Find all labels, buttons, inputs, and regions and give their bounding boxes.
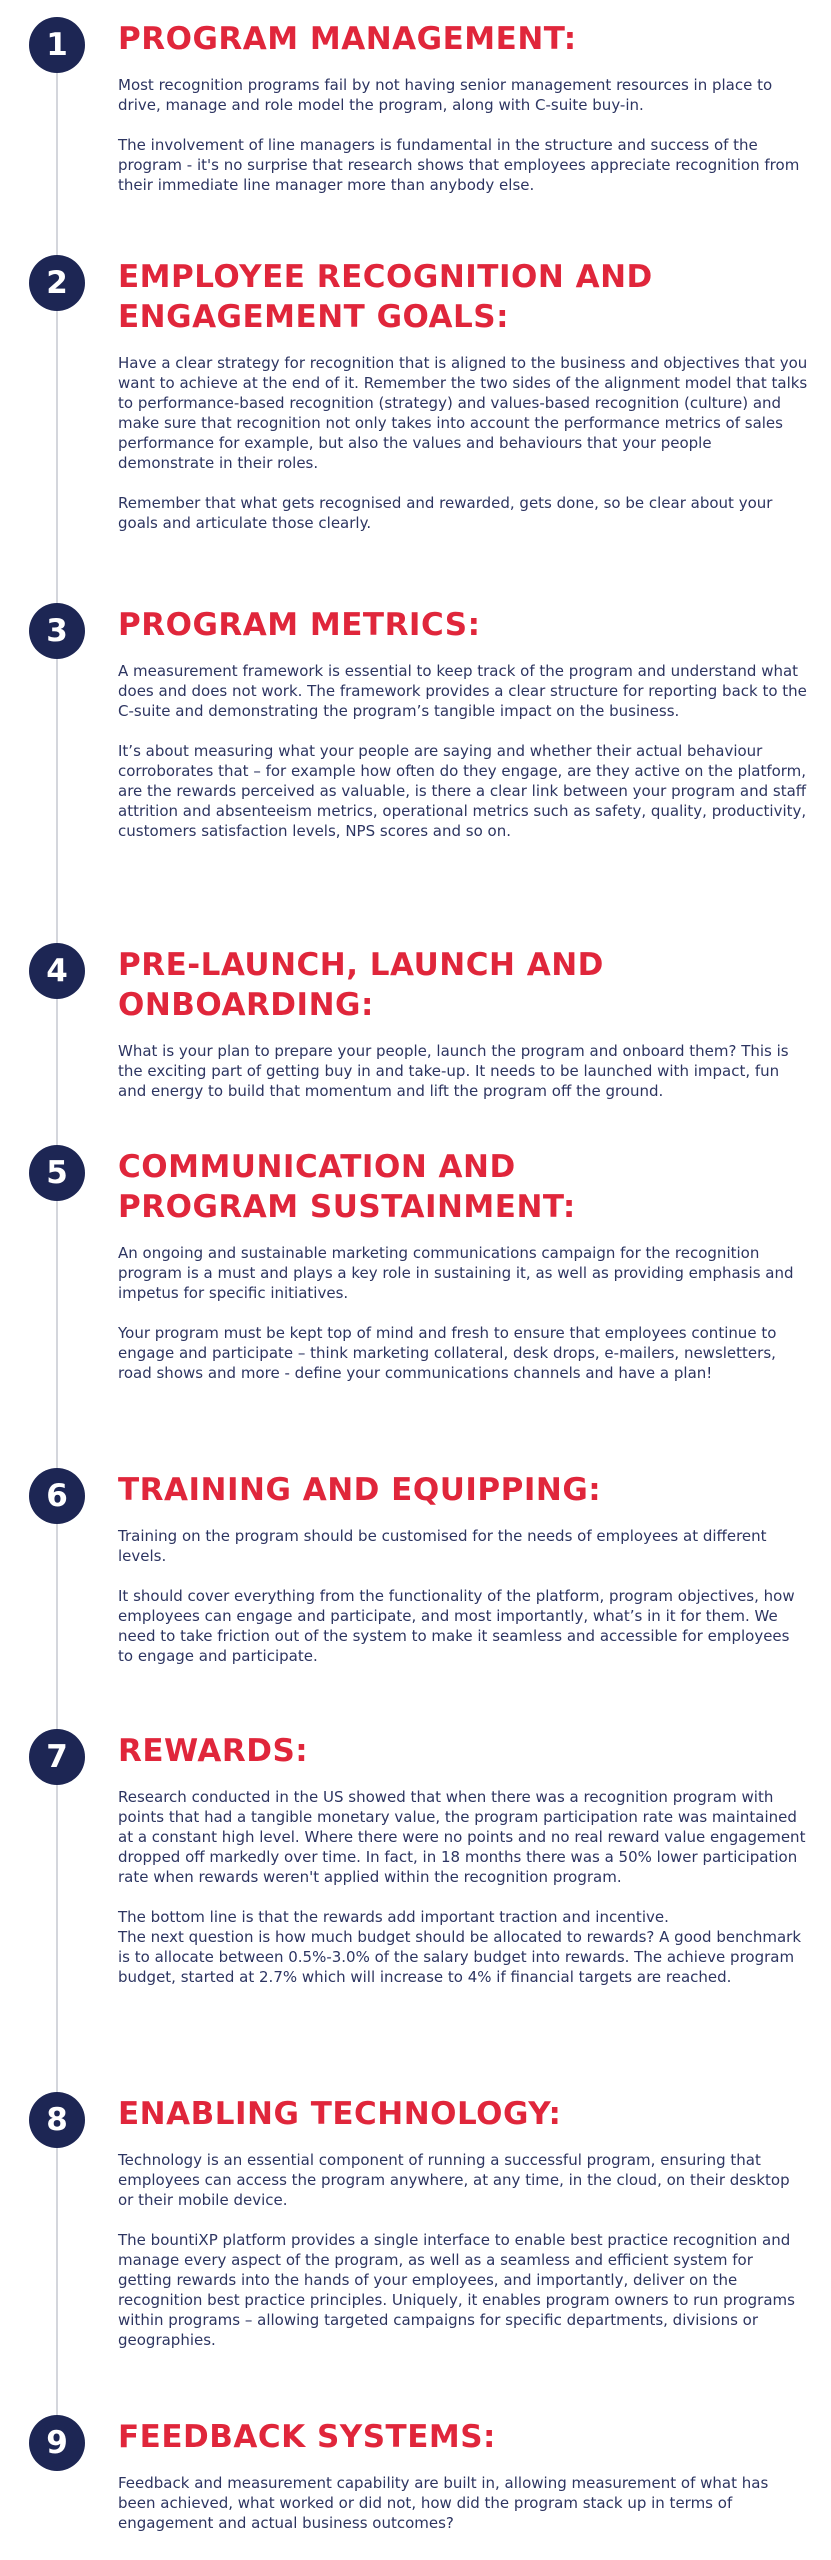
section-title: FEEDBACK SYSTEMS:: [118, 2419, 496, 2455]
step-number-badge: 2: [29, 255, 85, 311]
section-paragraph: Your program must be kept top of mind and fresh to ensure that employees continue to engage and participate – think marketing collateral, desk drops, e-mailers, newsletters, road shows and more - define your communications channels and have a plan!: [118, 1324, 777, 1382]
section-paragraph: Feedback and measurement capability are built in, allowing measurement of what has been achieved, what worked or did not, how did the program stack up in terms of engagement and actual business outcomes?: [118, 2474, 769, 2532]
section-paragraph: It’s about measuring what your people are saying and whether their actual behaviour corroborates that – for example how often do they engage, are they active on the platform, are the rewards perceived as valuable, is there a clear link between your program and staff attrition and absenteeism metrics, operational metrics such as safety, quality, productivity, customers satisfaction levels, NPS scores and so on.: [118, 742, 807, 840]
section-paragraph: An ongoing and sustainable marketing communications campaign for the recognition program is a must and plays a key role in sustaining it, as well as providing emphasis and impetus for specific initiatives.: [118, 1244, 794, 1302]
step-number-badge: 1: [29, 17, 85, 73]
section-content: [118, 1468, 808, 1666]
section-title: PROGRAM MANAGEMENT:: [118, 21, 577, 57]
section-paragraph: It should cover everything from the functionality of the platform, program objectives, how employees can engage and participate, and most importantly, what’s in it for them. We need to take friction out of the system to make it seamless and accessible for employees to engage and participate.: [118, 1587, 795, 1665]
section-content: [118, 1729, 808, 1987]
step-number-badge: 5: [29, 1145, 85, 1201]
section-paragraph: The bountiXP platform provides a single interface to enable best practice recognition and manage every aspect of the program, as well as a seamless and efficient system for getting rewards into the hands of your employees, and importantly, deliver on the recognition best practice principles. Uniquely, it enables program owners to run programs within programs – allowing targeted campaigns for specific departments, divisions or geographies.: [118, 2231, 795, 2349]
section-content: [118, 2092, 808, 2350]
section-content: [118, 255, 808, 533]
section-content: [118, 603, 808, 841]
section-paragraph: A measurement framework is essential to keep track of the program and understand what does and does not work. The framework provides a clear structure for reporting back to the C-suite and demonstrating the program’s tangible impact on the business.: [118, 662, 807, 720]
step-number-badge: 9: [29, 2415, 85, 2471]
step-number-badge: 7: [29, 1729, 85, 1785]
section-title: REWARDS:: [118, 1733, 309, 1769]
section-content: [118, 1145, 808, 1383]
section-paragraph: The bottom line is that the rewards add important traction and incentive. The next question is how much budget should be allocated to rewards? A good benchmark is to allocate between 0.5%-3.0% of the salary budget into rewards. The achieve program budget, started at 2.7% which will increase to 4% if financial targets are reached.: [118, 1908, 802, 1986]
section-paragraph: Remember that what gets recognised and rewarded, gets done, so be clear about your goals and articulate those clearly.: [118, 494, 773, 532]
section-title: PRE-LAUNCH, LAUNCH AND ONBOARDING:: [118, 947, 604, 1023]
section-paragraph: What is your plan to prepare your people, launch the program and onboard them? This is the exciting part of getting buy in and take-up. It needs to be launched with impact, fun and energy to build that momentum and lift the program off the ground.: [118, 1042, 789, 1100]
section-paragraph: Research conducted in the US showed that when there was a recognition program with points that had a tangible monetary value, the program participation rate was maintained at a constant high level. Where there were no points and no real reward value engagement dropped off markedly over time. In fact, in 18 months there was a 50% lower participation rate when rewards weren't applied within the recognition program.: [118, 1788, 806, 1886]
step-number-badge: 8: [29, 2092, 85, 2148]
section-title: TRAINING AND EQUIPPING:: [118, 1472, 602, 1508]
step-number-badge: 4: [29, 943, 85, 999]
step-number-badge: 3: [29, 603, 85, 659]
step-number-badge: 6: [29, 1468, 85, 1524]
section-paragraph: Most recognition programs fail by not having senior management resources in place to drive, manage and role model the program, along with C-suite buy-in.: [118, 76, 773, 114]
section-paragraph: Training on the program should be customised for the needs of employees at different levels.: [118, 1527, 767, 1565]
section-title: COMMUNICATION AND PROGRAM SUSTAINMENT:: [118, 1149, 576, 1225]
section-title: ENABLING TECHNOLOGY:: [118, 2096, 562, 2132]
section-paragraph: Have a clear strategy for recognition that is aligned to the business and objectives that you want to achieve at the end of it. Remember the two sides of the alignment model that talks to performance-based recognition (strategy) and values-based recognition (culture) and make sure that recognition not only takes into account the performance metrics of sales performance for example, but also the values and behaviours that your people demonstrate in their roles.: [118, 354, 808, 472]
section-content: [118, 17, 808, 195]
section-content: [118, 943, 808, 1101]
section-paragraph: Technology is an essential component of running a successful program, ensuring that employees can access the program anywhere, at any time, in the cloud, on their desktop or their mobile device.: [118, 2151, 790, 2209]
section-title: PROGRAM METRICS:: [118, 607, 481, 643]
section-paragraph: The involvement of line managers is fundamental in the structure and success of the program - it's no surprise that research shows that employees appreciate recognition from their immediate line manager more than anybody else.: [118, 136, 800, 194]
timeline-line: [56, 44, 58, 2444]
section-content: [118, 2415, 808, 2533]
section-title: EMPLOYEE RECOGNITION AND ENGAGEMENT GOALS:: [118, 259, 653, 335]
